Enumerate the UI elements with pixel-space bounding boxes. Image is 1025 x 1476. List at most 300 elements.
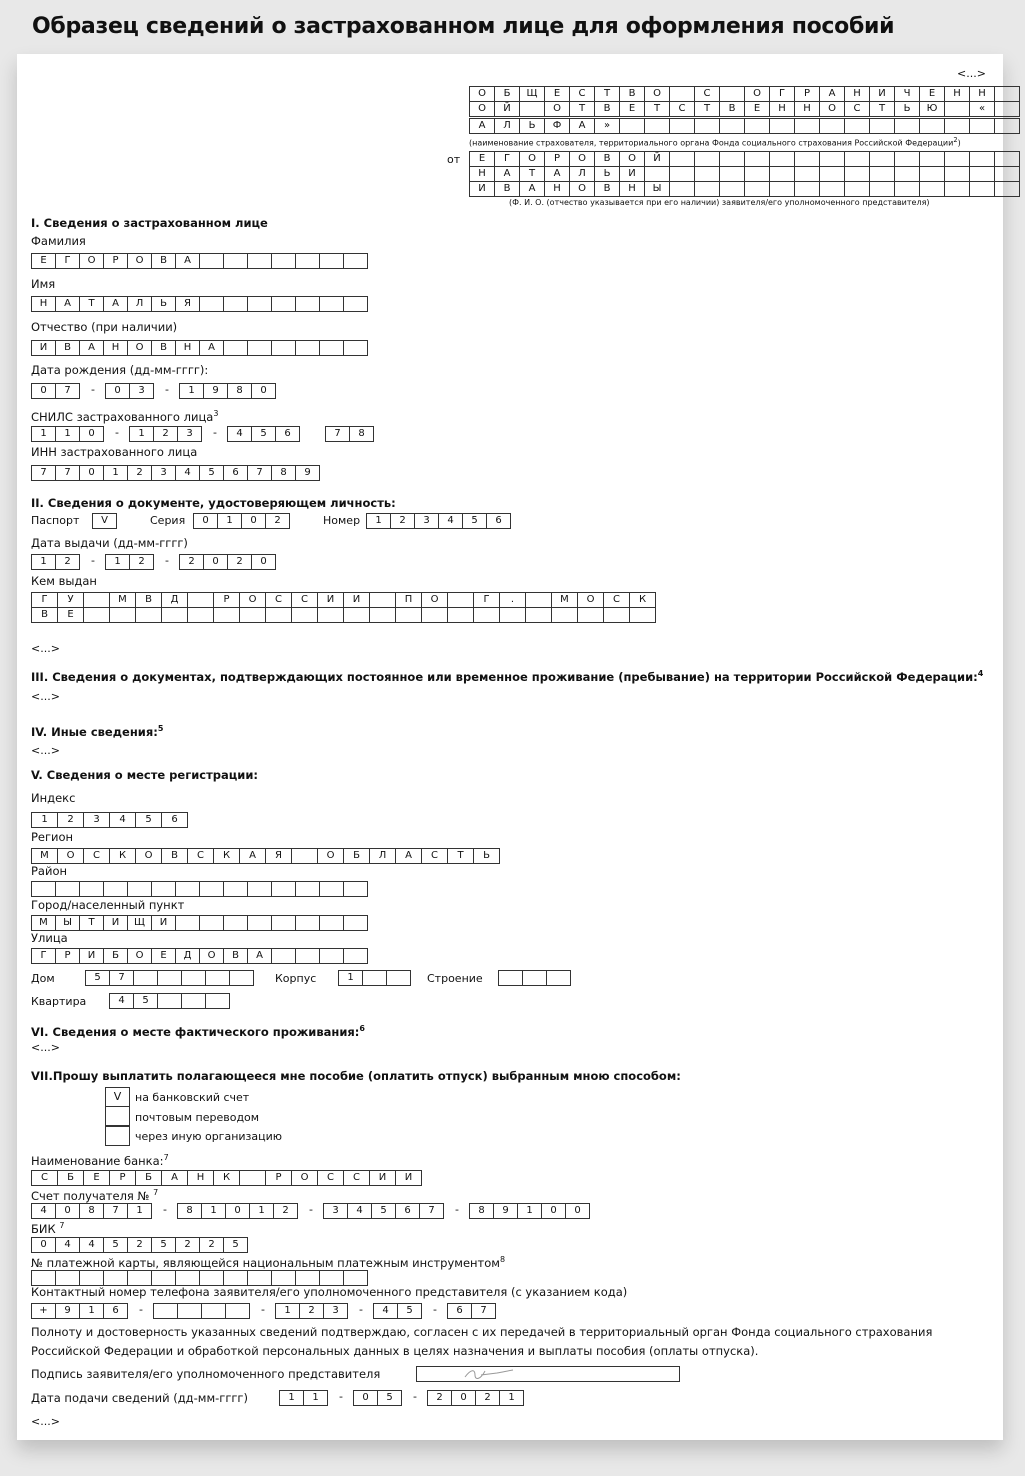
char-box[interactable]: 2 [299,1303,324,1319]
char-box[interactable]: 2 [273,1203,298,1219]
char-box[interactable]: Ч [894,86,920,102]
char-box[interactable] [769,118,795,134]
char-box[interactable] [546,970,571,986]
char-box[interactable]: 5 [251,426,276,442]
char-box[interactable]: 4 [55,1237,80,1253]
char-box[interactable]: О [577,592,604,608]
char-box[interactable] [319,296,344,312]
char-box[interactable] [295,296,320,312]
char-box[interactable]: Н [187,1170,214,1186]
char-box[interactable]: 5 [199,465,224,481]
char-box[interactable] [343,1270,368,1286]
char-box[interactable] [103,1270,128,1286]
char-box[interactable] [794,181,820,197]
char-box[interactable]: С [343,1170,370,1186]
payment-option-other-checkbox[interactable] [105,1126,130,1146]
char-box[interactable]: 5 [85,970,110,986]
char-box[interactable] [694,118,720,134]
char-box[interactable] [271,340,296,356]
char-box[interactable]: Р [794,86,820,102]
char-box[interactable] [271,1270,296,1286]
char-box[interactable]: И [469,181,495,197]
char-box[interactable]: 0 [353,1390,378,1406]
char-box[interactable] [447,607,474,623]
char-box[interactable]: 0 [31,1237,56,1253]
char-box[interactable]: Т [694,101,720,117]
char-box[interactable]: О [519,151,545,167]
char-box[interactable]: Н [969,86,995,102]
char-box[interactable] [271,948,296,964]
char-box[interactable]: 7 [471,1303,496,1319]
char-box[interactable]: О [239,592,266,608]
char-box[interactable] [577,607,604,623]
char-box[interactable]: Т [79,915,104,931]
char-box[interactable] [223,1270,248,1286]
char-box[interactable] [369,607,396,623]
char-box[interactable]: 6 [161,812,188,828]
char-box[interactable]: И [151,915,176,931]
char-box[interactable]: М [109,592,136,608]
char-box[interactable] [719,86,745,102]
char-box[interactable] [247,296,272,312]
char-box[interactable] [199,296,224,312]
char-box[interactable]: Н [469,166,495,182]
char-box[interactable] [525,607,552,623]
char-box[interactable] [247,253,272,269]
char-box[interactable] [31,881,56,897]
char-box[interactable]: 2 [475,1390,500,1406]
char-box[interactable] [127,1270,152,1286]
char-box[interactable]: С [669,101,695,117]
issued-by-row-1[interactable] [31,592,656,608]
patronymic-field[interactable] [31,340,368,356]
char-box[interactable]: О [819,101,845,117]
char-box[interactable]: А [199,340,224,356]
char-box[interactable] [229,970,254,986]
char-box[interactable]: 4 [109,812,136,828]
char-box[interactable]: С [317,1170,344,1186]
char-box[interactable]: 4 [109,993,134,1009]
char-box[interactable] [109,607,136,623]
char-box[interactable]: С [694,86,720,102]
char-box[interactable] [199,915,224,931]
char-box[interactable]: Г [473,592,500,608]
char-box[interactable] [769,181,795,197]
submit-date-field[interactable] [279,1390,524,1406]
char-box[interactable]: О [544,101,570,117]
char-box[interactable]: Й [494,101,520,117]
char-box[interactable]: В [31,607,58,623]
char-box[interactable] [79,1270,104,1286]
char-box[interactable] [919,181,945,197]
char-box[interactable] [153,1303,178,1319]
char-box[interactable] [869,181,895,197]
char-box[interactable] [844,181,870,197]
char-box[interactable]: М [551,592,578,608]
char-box[interactable]: 0 [105,383,130,399]
char-box[interactable]: 8 [177,1203,202,1219]
char-box[interactable]: 5 [133,993,158,1009]
char-box[interactable]: С [569,86,595,102]
char-box[interactable]: С [421,848,448,864]
char-box[interactable] [362,970,387,986]
char-box[interactable]: Р [109,1170,136,1186]
char-box[interactable]: 8 [469,1203,494,1219]
char-box[interactable]: 3 [323,1303,348,1319]
char-box[interactable]: 1 [249,1203,274,1219]
char-box[interactable] [343,948,368,964]
char-box[interactable]: Л [494,118,520,134]
char-box[interactable]: « [969,101,995,117]
char-box[interactable] [919,151,945,167]
char-box[interactable]: 0 [79,465,104,481]
char-box[interactable] [199,881,224,897]
char-box[interactable]: С [265,592,292,608]
char-box[interactable]: А [175,253,200,269]
char-box[interactable]: Т [79,296,104,312]
char-box[interactable] [369,592,396,608]
building-field[interactable] [498,970,571,986]
char-box[interactable] [187,607,214,623]
char-box[interactable]: Ы [644,181,670,197]
char-box[interactable] [894,151,920,167]
char-box[interactable] [295,948,320,964]
char-box[interactable] [744,166,770,182]
index-field[interactable] [31,812,188,828]
char-box[interactable]: П [395,592,422,608]
char-box[interactable]: В [619,86,645,102]
char-box[interactable] [319,948,344,964]
char-box[interactable]: 8 [271,465,296,481]
char-box[interactable]: Г [55,253,80,269]
char-box[interactable] [319,1270,344,1286]
char-box[interactable]: О [317,848,344,864]
payment-option-bank-checkbox[interactable]: V [105,1087,130,1107]
char-box[interactable]: Е [83,1170,110,1186]
char-box[interactable]: Г [769,86,795,102]
char-box[interactable] [499,607,526,623]
char-box[interactable] [969,181,995,197]
series-field[interactable] [193,513,290,529]
char-box[interactable]: 8 [349,426,374,442]
char-box[interactable] [291,848,318,864]
char-box[interactable]: В [151,340,176,356]
char-box[interactable]: Ь [519,118,545,134]
char-box[interactable] [247,881,272,897]
char-box[interactable]: 4 [79,1237,104,1253]
char-box[interactable]: 0 [241,513,266,529]
char-box[interactable]: 3 [414,513,439,529]
char-box[interactable]: О [469,101,495,117]
char-box[interactable]: 6 [103,1303,128,1319]
char-box[interactable] [669,181,695,197]
char-box[interactable]: 5 [371,1203,396,1219]
applicant-row-3[interactable] [469,181,1020,197]
city-field[interactable] [31,915,368,931]
char-box[interactable] [343,915,368,931]
char-box[interactable] [969,151,995,167]
char-box[interactable]: О [57,848,84,864]
district-field[interactable] [31,881,368,897]
char-box[interactable]: 0 [79,426,104,442]
char-box[interactable] [151,1270,176,1286]
char-box[interactable]: А [819,86,845,102]
char-box[interactable]: 2 [265,513,290,529]
char-box[interactable] [498,970,523,986]
char-box[interactable] [395,607,422,623]
char-box[interactable]: 1 [31,554,56,570]
char-box[interactable] [161,607,188,623]
char-box[interactable]: Г [31,592,58,608]
char-box[interactable] [223,296,248,312]
char-box[interactable]: 0 [31,383,56,399]
char-box[interactable] [55,881,80,897]
char-box[interactable]: А [519,181,545,197]
applicant-row-2[interactable] [469,166,1020,182]
char-box[interactable] [944,101,970,117]
char-box[interactable]: 6 [447,1303,472,1319]
char-box[interactable]: Е [469,151,495,167]
char-box[interactable] [271,881,296,897]
char-box[interactable]: Т [447,848,474,864]
char-box[interactable]: V [92,513,117,529]
insurer-row-3[interactable] [469,118,1020,134]
char-box[interactable] [247,1270,272,1286]
char-box[interactable]: А [247,948,272,964]
char-box[interactable] [794,151,820,167]
char-box[interactable]: 2 [127,1237,152,1253]
char-box[interactable]: 0 [203,554,228,570]
char-box[interactable] [205,993,230,1009]
char-box[interactable] [223,915,248,931]
char-box[interactable] [343,340,368,356]
char-box[interactable]: О [127,340,152,356]
char-box[interactable] [181,993,206,1009]
char-box[interactable]: О [469,86,495,102]
name-field[interactable] [31,296,368,312]
char-box[interactable]: А [544,166,570,182]
char-box[interactable]: 1 [499,1390,524,1406]
char-box[interactable] [794,166,820,182]
char-box[interactable]: И [369,1170,396,1186]
char-box[interactable] [239,1170,266,1186]
char-box[interactable]: В [223,948,248,964]
char-box[interactable]: . [499,592,526,608]
char-box[interactable] [769,151,795,167]
char-box[interactable] [644,118,670,134]
char-box[interactable]: Б [494,86,520,102]
char-box[interactable]: Й [644,151,670,167]
char-box[interactable] [135,607,162,623]
char-box[interactable]: В [151,253,176,269]
char-box[interactable]: С [603,592,630,608]
char-box[interactable]: А [395,848,422,864]
char-box[interactable]: 3 [177,426,202,442]
char-box[interactable] [819,151,845,167]
char-box[interactable]: 1 [366,513,391,529]
char-box[interactable]: 9 [55,1303,80,1319]
char-box[interactable]: 2 [55,554,80,570]
char-box[interactable]: 1 [103,465,128,481]
char-box[interactable]: Р [55,948,80,964]
char-box[interactable] [239,607,266,623]
korpus-field[interactable] [338,970,411,986]
char-box[interactable]: Л [127,296,152,312]
char-box[interactable] [769,166,795,182]
char-box[interactable]: 5 [462,513,487,529]
char-box[interactable]: О [421,592,448,608]
char-box[interactable]: 1 [517,1203,542,1219]
char-box[interactable]: Ь [473,848,500,864]
char-box[interactable]: О [569,181,595,197]
char-box[interactable]: Д [175,948,200,964]
char-box[interactable] [157,970,182,986]
passport-checkbox[interactable] [92,513,117,529]
char-box[interactable]: О [291,1170,318,1186]
char-box[interactable] [603,607,630,623]
char-box[interactable]: О [127,948,152,964]
char-box[interactable]: Н [175,340,200,356]
char-box[interactable] [343,607,370,623]
char-box[interactable] [525,592,552,608]
char-box[interactable]: А [103,296,128,312]
char-box[interactable] [819,181,845,197]
char-box[interactable] [869,151,895,167]
char-box[interactable] [994,118,1020,134]
char-box[interactable] [994,181,1020,197]
char-box[interactable]: 4 [373,1303,398,1319]
char-box[interactable] [522,970,547,986]
surname-field[interactable] [31,253,368,269]
char-box[interactable] [644,166,670,182]
char-box[interactable]: 0 [541,1203,566,1219]
char-box[interactable]: А [239,848,266,864]
char-box[interactable] [175,915,200,931]
char-box[interactable]: С [187,848,214,864]
char-box[interactable] [629,607,656,623]
char-box[interactable]: 1 [31,426,56,442]
char-box[interactable]: 7 [55,383,80,399]
char-box[interactable]: 5 [397,1303,422,1319]
char-box[interactable] [199,253,224,269]
char-box[interactable]: У [57,592,84,608]
char-box[interactable]: 7 [31,465,56,481]
char-box[interactable] [343,881,368,897]
char-box[interactable]: 2 [127,465,152,481]
char-box[interactable]: Ь [894,101,920,117]
snils-field[interactable] [31,426,374,442]
char-box[interactable]: К [213,848,240,864]
char-box[interactable] [619,118,645,134]
char-box[interactable]: 1 [201,1203,226,1219]
char-box[interactable] [744,181,770,197]
char-box[interactable]: Е [57,607,84,623]
char-box[interactable]: 9 [493,1203,518,1219]
char-box[interactable]: В [594,181,620,197]
char-box[interactable] [225,1303,250,1319]
char-box[interactable]: И [79,948,104,964]
char-box[interactable] [295,253,320,269]
char-box[interactable] [271,296,296,312]
char-box[interactable]: 3 [83,812,110,828]
char-box[interactable]: 1 [179,383,204,399]
char-box[interactable]: И [869,86,895,102]
char-box[interactable]: Я [265,848,292,864]
char-box[interactable] [265,607,292,623]
char-box[interactable]: 2 [390,513,415,529]
char-box[interactable]: 0 [55,1203,80,1219]
char-box[interactable]: И [395,1170,422,1186]
char-box[interactable] [894,181,920,197]
char-box[interactable]: 1 [79,1303,104,1319]
char-box[interactable]: Р [103,253,128,269]
char-box[interactable]: 6 [275,426,300,442]
char-box[interactable]: А [55,296,80,312]
char-box[interactable]: 7 [55,465,80,481]
char-box[interactable]: 3 [129,383,154,399]
char-box[interactable]: 1 [31,812,58,828]
char-box[interactable]: 1 [55,426,80,442]
char-box[interactable]: + [31,1303,56,1319]
char-box[interactable] [669,86,695,102]
char-box[interactable] [319,915,344,931]
char-box[interactable] [719,151,745,167]
char-box[interactable] [869,118,895,134]
char-box[interactable]: Г [494,151,520,167]
char-box[interactable]: Т [594,86,620,102]
number-field[interactable] [366,513,511,529]
char-box[interactable]: Д [161,592,188,608]
char-box[interactable] [175,881,200,897]
char-box[interactable] [447,592,474,608]
char-box[interactable] [894,166,920,182]
char-box[interactable] [295,340,320,356]
signature-field[interactable] [416,1366,680,1382]
payment-option-post-checkbox[interactable] [105,1107,130,1126]
char-box[interactable]: Б [57,1170,84,1186]
char-box[interactable] [694,181,720,197]
char-box[interactable] [79,881,104,897]
char-box[interactable] [319,881,344,897]
char-box[interactable] [819,166,845,182]
char-box[interactable] [247,340,272,356]
char-box[interactable] [994,151,1020,167]
char-box[interactable]: 9 [295,465,320,481]
char-box[interactable]: В [594,101,620,117]
char-box[interactable]: Б [103,948,128,964]
char-box[interactable]: Т [519,166,545,182]
char-box[interactable] [869,166,895,182]
char-box[interactable]: 0 [251,554,276,570]
char-box[interactable]: 9 [203,383,228,399]
char-box[interactable]: Н [103,340,128,356]
char-box[interactable]: 4 [31,1203,56,1219]
char-box[interactable]: И [31,340,56,356]
house-field[interactable] [85,970,254,986]
char-box[interactable]: 7 [109,970,134,986]
char-box[interactable]: Т [869,101,895,117]
char-box[interactable] [994,166,1020,182]
char-box[interactable]: Б [135,1170,162,1186]
char-box[interactable] [133,970,158,986]
char-box[interactable] [994,101,1020,117]
char-box[interactable]: 4 [438,513,463,529]
char-box[interactable]: С [291,592,318,608]
char-box[interactable] [181,970,206,986]
char-box[interactable] [201,1303,226,1319]
char-box[interactable]: 1 [217,513,242,529]
issue-date-field[interactable] [31,554,276,570]
